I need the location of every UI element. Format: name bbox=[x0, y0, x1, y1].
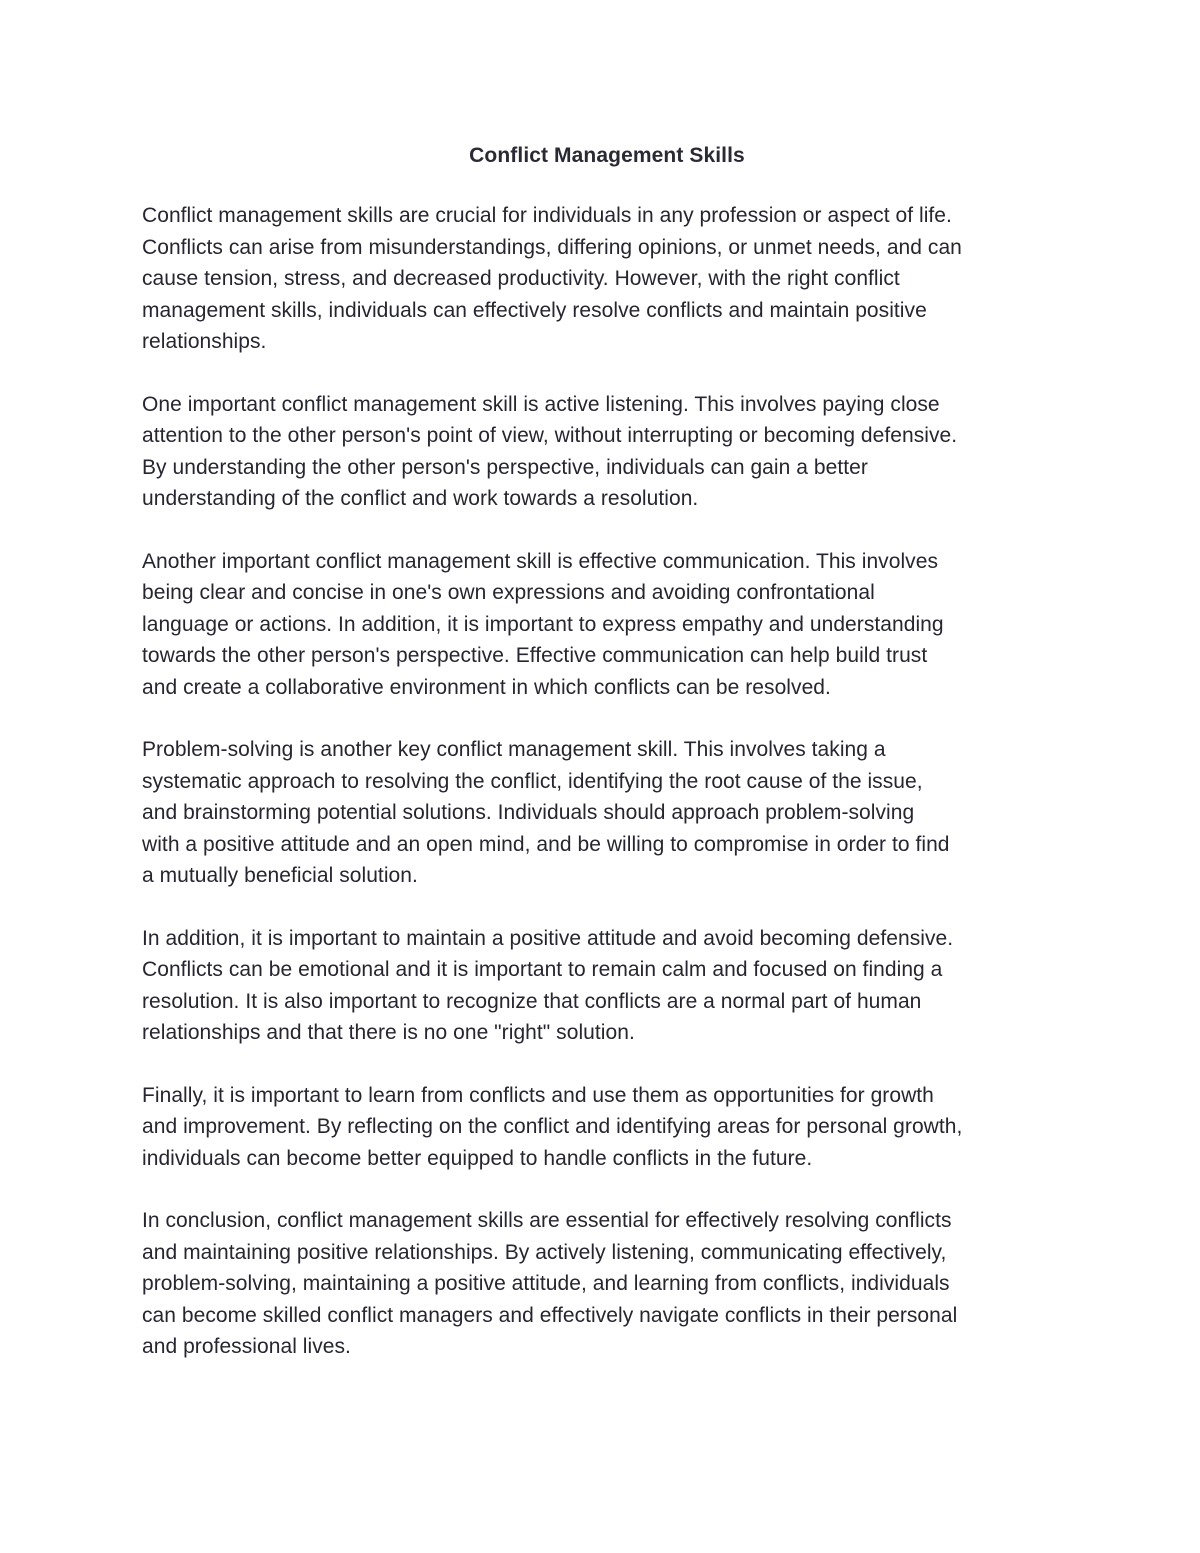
paragraph-line: Problem-solving is another key conflict management skill. This involves taking a bbox=[142, 738, 886, 761]
document-body bbox=[142, 140, 1072, 1394]
paragraph-line: Conflicts can arise from misunderstandings, differing opinions, or unmet needs, and can bbox=[142, 235, 962, 259]
paragraph-line: resolution. It is also important to recognize that conflicts are a normal part of human bbox=[142, 989, 922, 1013]
body-paragraph bbox=[142, 546, 1072, 704]
paragraph-line: individuals can become better equipped to handle conflicts in the future. bbox=[142, 1146, 813, 1170]
paragraph-line: problem-solving, maintaining a positive attitude, and learning from conflicts, individuals bbox=[142, 1272, 950, 1295]
paragraph-line: a mutually beneficial solution. bbox=[142, 864, 418, 887]
body-paragraph bbox=[142, 389, 1072, 515]
paragraph-line: Conflict management skills are crucial for individuals in any profession or aspect of life. bbox=[142, 204, 952, 227]
paragraph-line: One important conflict management skill is active listening. This involves paying close bbox=[142, 392, 940, 416]
paragraph-line: language or actions. In addition, it is important to express empathy and understanding bbox=[142, 612, 944, 636]
paragraph-line: towards the other person's perspective. Effective communication can help build trust bbox=[142, 644, 928, 667]
paragraph-line: Finally, it is important to learn from conflicts and use them as opportunities for growth bbox=[142, 1083, 934, 1107]
paragraph-line: systematic approach to resolving the conflict, identifying the root cause of the issue, bbox=[142, 769, 923, 793]
paragraph-line: and improvement. By reflecting on the conflict and identifying areas for personal growth, bbox=[142, 1115, 963, 1138]
body-paragraph bbox=[142, 200, 1072, 358]
body-paragraph bbox=[142, 1080, 1072, 1175]
body-paragraph bbox=[142, 1205, 1072, 1363]
paragraph-line: relationships. bbox=[142, 330, 267, 353]
body-paragraph bbox=[142, 923, 1072, 1049]
paragraph-line: and brainstorming potential solutions. Individuals should approach problem-solving bbox=[142, 801, 915, 824]
paragraph-list bbox=[142, 200, 1072, 1363]
paragraph-line: In conclusion, conflict management skills are essential for effectively resolving conflicts bbox=[142, 1209, 952, 1232]
paragraph-line: Conflicts can be emotional and it is important to remain calm and focused on finding a bbox=[142, 958, 943, 981]
paragraph-line: and create a collaborative environment in which conflicts can be resolved. bbox=[142, 675, 831, 699]
paragraph-line: with a positive attitude and an open mind, and be willing to compromise in order to find bbox=[142, 832, 950, 856]
document-title: Conflict Management Skills bbox=[469, 144, 745, 167]
paragraph-line: By understanding the other person's perspective, individuals can gain a better bbox=[142, 455, 868, 479]
paragraph-line: cause tension, stress, and decreased productivity. However, with the right conflict bbox=[142, 267, 900, 290]
paragraph-line: In addition, it is important to maintain a positive attitude and avoid becoming defensive. bbox=[142, 926, 954, 950]
paragraph-line: can become skilled conflict managers and effectively navigate conflicts in their personal bbox=[142, 1303, 958, 1327]
paragraph-line: management skills, individuals can effectively resolve conflicts and maintain positive bbox=[142, 298, 927, 322]
paragraph-line: understanding of the conflict and work towards a resolution. bbox=[142, 487, 699, 510]
paragraph-line: and professional lives. bbox=[142, 1335, 351, 1358]
paragraph-line: attention to the other person's point of view, without interrupting or becoming defensive. bbox=[142, 424, 958, 447]
paragraph-line: being clear and concise in one's own expressions and avoiding confrontational bbox=[142, 581, 875, 604]
paragraph-line: Another important conflict management skill is effective communication. This involves bbox=[142, 549, 938, 573]
body-paragraph bbox=[142, 734, 1072, 892]
paragraph-line: and maintaining positive relationships. By actively listening, communicating effectively, bbox=[142, 1240, 947, 1264]
paragraph-line: relationships and that there is no one "right" solution. bbox=[142, 1021, 635, 1044]
